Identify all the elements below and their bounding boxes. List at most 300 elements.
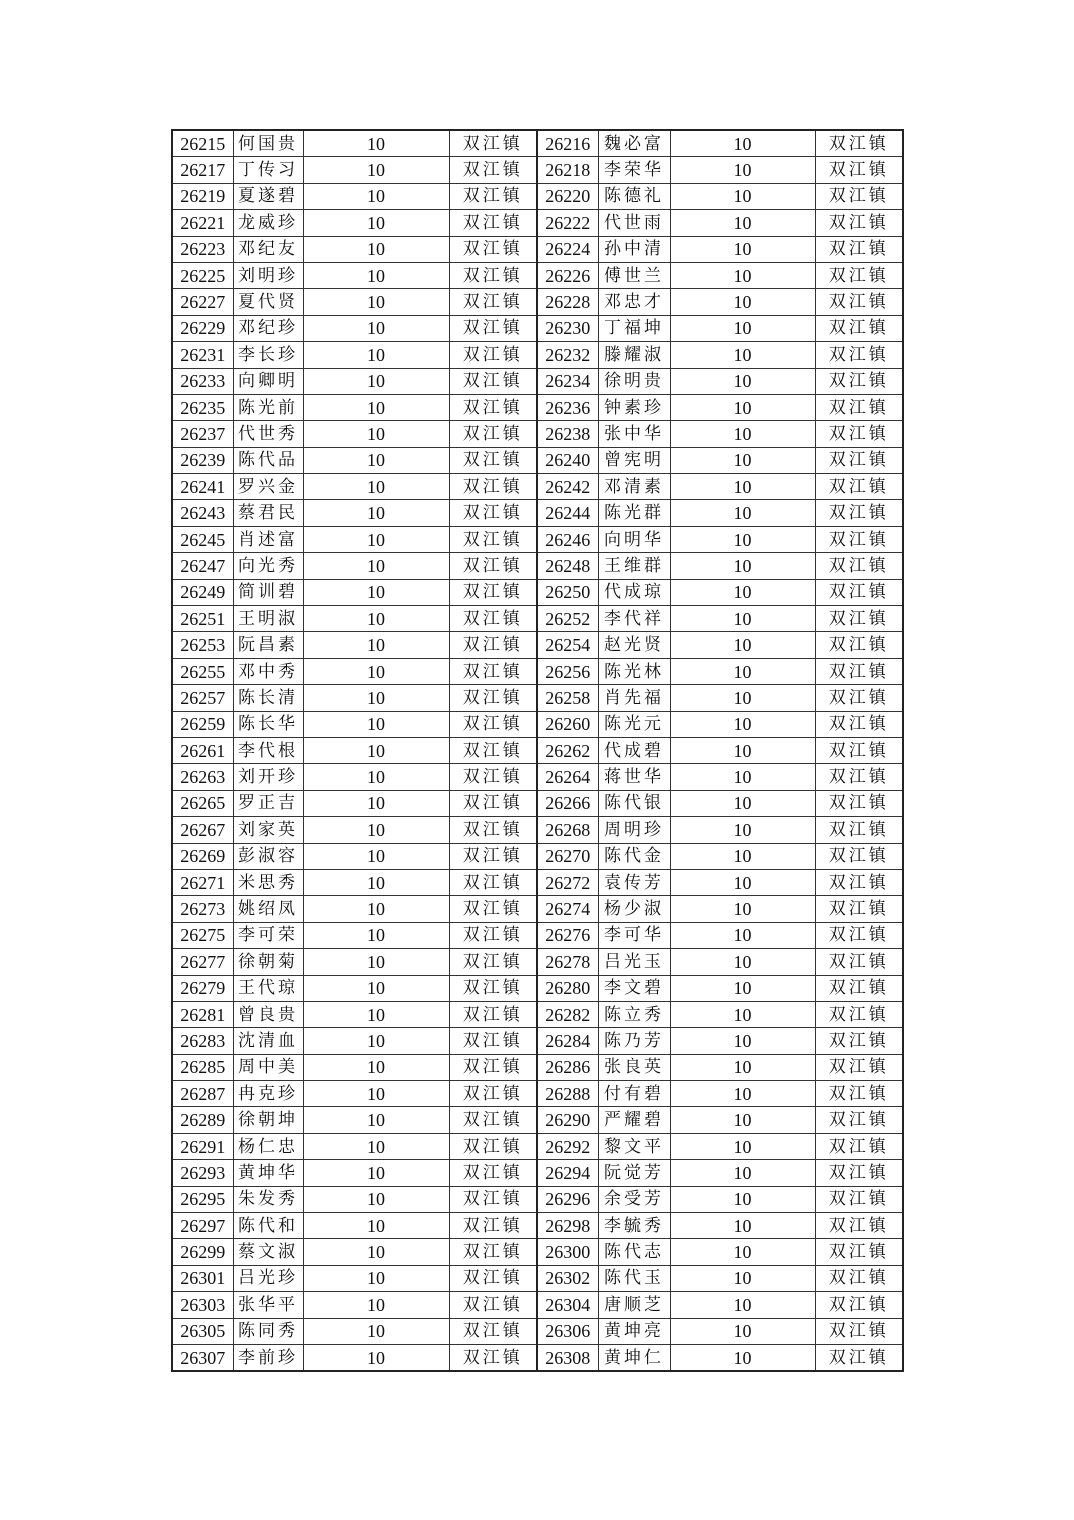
record-number-cell: 26286 [537, 1054, 598, 1080]
amount-cell: 10 [303, 711, 449, 737]
person-name-cell: 陈光元 [598, 711, 670, 737]
amount-cell: 10 [670, 553, 815, 579]
table-row [172, 658, 903, 684]
amount-cell: 10 [303, 183, 449, 209]
person-name-cell: 孙中清 [598, 236, 670, 262]
record-number-cell: 26285 [172, 1054, 233, 1080]
record-number-cell: 26228 [537, 289, 598, 315]
table-row [172, 394, 903, 420]
table-row [172, 843, 903, 869]
amount-cell: 10 [303, 764, 449, 790]
person-name-cell: 肖述富 [233, 526, 303, 552]
person-name-cell: 黄坤亮 [598, 1318, 670, 1344]
amount-cell: 10 [303, 632, 449, 658]
person-name-cell: 李可荣 [233, 922, 303, 948]
record-number-cell: 26239 [172, 447, 233, 473]
town-cell: 双江镇 [815, 1028, 903, 1054]
amount-cell: 10 [670, 1344, 815, 1371]
amount-cell: 10 [670, 658, 815, 684]
record-number-cell: 26281 [172, 1001, 233, 1027]
table-row [172, 1081, 903, 1107]
record-number-cell: 26275 [172, 922, 233, 948]
table-row [172, 474, 903, 500]
town-cell: 双江镇 [449, 130, 537, 157]
record-number-cell: 26215 [172, 130, 233, 157]
town-cell: 双江镇 [815, 843, 903, 869]
town-cell: 双江镇 [815, 183, 903, 209]
person-name-cell: 王维群 [598, 553, 670, 579]
amount-cell: 10 [670, 1213, 815, 1239]
amount-cell: 10 [670, 1292, 815, 1318]
record-number-cell: 26298 [537, 1213, 598, 1239]
town-cell: 双江镇 [815, 157, 903, 183]
roster-table [171, 129, 904, 1372]
town-cell: 双江镇 [815, 1081, 903, 1107]
person-name-cell: 李可华 [598, 922, 670, 948]
record-number-cell: 26248 [537, 553, 598, 579]
record-number-cell: 26306 [537, 1318, 598, 1344]
town-cell: 双江镇 [815, 210, 903, 236]
record-number-cell: 26223 [172, 236, 233, 262]
person-name-cell: 徐朝坤 [233, 1107, 303, 1133]
amount-cell: 10 [303, 421, 449, 447]
record-number-cell: 26244 [537, 500, 598, 526]
amount-cell: 10 [670, 236, 815, 262]
record-number-cell: 26233 [172, 368, 233, 394]
record-number-cell: 26238 [537, 421, 598, 447]
town-cell: 双江镇 [815, 764, 903, 790]
person-name-cell: 陈光群 [598, 500, 670, 526]
person-name-cell: 罗正吉 [233, 790, 303, 816]
amount-cell: 10 [670, 447, 815, 473]
record-number-cell: 26308 [537, 1344, 598, 1371]
town-cell: 双江镇 [449, 632, 537, 658]
amount-cell: 10 [303, 1213, 449, 1239]
record-number-cell: 26218 [537, 157, 598, 183]
town-cell: 双江镇 [815, 236, 903, 262]
amount-cell: 10 [670, 183, 815, 209]
amount-cell: 10 [670, 130, 815, 157]
record-number-cell: 26302 [537, 1265, 598, 1291]
person-name-cell: 杨少淑 [598, 896, 670, 922]
record-number-cell: 26278 [537, 949, 598, 975]
amount-cell: 10 [303, 790, 449, 816]
record-number-cell: 26241 [172, 474, 233, 500]
amount-cell: 10 [303, 817, 449, 843]
amount-cell: 10 [670, 1133, 815, 1159]
town-cell: 双江镇 [815, 474, 903, 500]
amount-cell: 10 [670, 737, 815, 763]
person-name-cell: 陈立秀 [598, 1001, 670, 1027]
town-cell: 双江镇 [449, 394, 537, 420]
record-number-cell: 26296 [537, 1186, 598, 1212]
record-number-cell: 26271 [172, 869, 233, 895]
town-cell: 双江镇 [449, 1133, 537, 1159]
town-cell: 双江镇 [449, 1318, 537, 1344]
amount-cell: 10 [670, 1081, 815, 1107]
amount-cell: 10 [303, 579, 449, 605]
person-name-cell: 陈代玉 [598, 1265, 670, 1291]
town-cell: 双江镇 [449, 526, 537, 552]
record-number-cell: 26251 [172, 606, 233, 632]
person-name-cell: 张华平 [233, 1292, 303, 1318]
person-name-cell: 吕光珍 [233, 1265, 303, 1291]
record-number-cell: 26236 [537, 394, 598, 420]
amount-cell: 10 [670, 711, 815, 737]
person-name-cell: 吕光玉 [598, 949, 670, 975]
person-name-cell: 陈光前 [233, 394, 303, 420]
amount-cell: 10 [303, 1186, 449, 1212]
amount-cell: 10 [303, 1318, 449, 1344]
table-row [172, 1160, 903, 1186]
person-name-cell: 黄坤华 [233, 1160, 303, 1186]
amount-cell: 10 [303, 368, 449, 394]
record-number-cell: 26256 [537, 658, 598, 684]
record-number-cell: 26237 [172, 421, 233, 447]
amount-cell: 10 [303, 526, 449, 552]
person-name-cell: 邓清素 [598, 474, 670, 500]
town-cell: 双江镇 [815, 1265, 903, 1291]
table-row [172, 896, 903, 922]
table-row [172, 949, 903, 975]
person-name-cell: 沈清血 [233, 1028, 303, 1054]
town-cell: 双江镇 [449, 500, 537, 526]
town-cell: 双江镇 [449, 1001, 537, 1027]
record-number-cell: 26246 [537, 526, 598, 552]
table-row [172, 685, 903, 711]
person-name-cell: 袁传芳 [598, 869, 670, 895]
amount-cell: 10 [670, 1160, 815, 1186]
amount-cell: 10 [303, 606, 449, 632]
amount-cell: 10 [670, 896, 815, 922]
table-row [172, 1001, 903, 1027]
amount-cell: 10 [670, 421, 815, 447]
record-number-cell: 26284 [537, 1028, 598, 1054]
town-cell: 双江镇 [449, 658, 537, 684]
record-number-cell: 26262 [537, 737, 598, 763]
table-row [172, 1054, 903, 1080]
person-name-cell: 邓纪珍 [233, 315, 303, 341]
table-row [172, 342, 903, 368]
person-name-cell: 陈长清 [233, 685, 303, 711]
person-name-cell: 刘家英 [233, 817, 303, 843]
table-row [172, 1028, 903, 1054]
record-number-cell: 26235 [172, 394, 233, 420]
table-row [172, 711, 903, 737]
town-cell: 双江镇 [449, 474, 537, 500]
amount-cell: 10 [670, 632, 815, 658]
amount-cell: 10 [303, 289, 449, 315]
table-row [172, 526, 903, 552]
table-row [172, 606, 903, 632]
town-cell: 双江镇 [815, 975, 903, 1001]
record-number-cell: 26265 [172, 790, 233, 816]
record-number-cell: 26254 [537, 632, 598, 658]
person-name-cell: 丁福坤 [598, 315, 670, 341]
person-name-cell: 蔡文淑 [233, 1239, 303, 1265]
town-cell: 双江镇 [449, 553, 537, 579]
amount-cell: 10 [670, 289, 815, 315]
record-number-cell: 26304 [537, 1292, 598, 1318]
person-name-cell: 李代根 [233, 737, 303, 763]
record-number-cell: 26301 [172, 1265, 233, 1291]
person-name-cell: 蔡君民 [233, 500, 303, 526]
town-cell: 双江镇 [815, 421, 903, 447]
record-number-cell: 26261 [172, 737, 233, 763]
table-row [172, 1107, 903, 1133]
person-name-cell: 张中华 [598, 421, 670, 447]
record-number-cell: 26224 [537, 236, 598, 262]
amount-cell: 10 [303, 157, 449, 183]
town-cell: 双江镇 [449, 843, 537, 869]
amount-cell: 10 [670, 579, 815, 605]
amount-cell: 10 [303, 210, 449, 236]
table-row [172, 790, 903, 816]
person-name-cell: 代世雨 [598, 210, 670, 236]
amount-cell: 10 [670, 790, 815, 816]
town-cell: 双江镇 [815, 1292, 903, 1318]
person-name-cell: 王代琼 [233, 975, 303, 1001]
record-number-cell: 26257 [172, 685, 233, 711]
town-cell: 双江镇 [449, 1265, 537, 1291]
record-number-cell: 26260 [537, 711, 598, 737]
record-number-cell: 26297 [172, 1213, 233, 1239]
table-row [172, 1133, 903, 1159]
record-number-cell: 26225 [172, 262, 233, 288]
amount-cell: 10 [670, 1239, 815, 1265]
town-cell: 双江镇 [449, 210, 537, 236]
person-name-cell: 代世秀 [233, 421, 303, 447]
person-name-cell: 李代祥 [598, 606, 670, 632]
amount-cell: 10 [303, 1133, 449, 1159]
record-number-cell: 26292 [537, 1133, 598, 1159]
town-cell: 双江镇 [815, 1239, 903, 1265]
amount-cell: 10 [670, 342, 815, 368]
amount-cell: 10 [670, 210, 815, 236]
amount-cell: 10 [670, 843, 815, 869]
person-name-cell: 陈代品 [233, 447, 303, 473]
record-number-cell: 26240 [537, 447, 598, 473]
person-name-cell: 龙威珍 [233, 210, 303, 236]
town-cell: 双江镇 [815, 1213, 903, 1239]
town-cell: 双江镇 [815, 1001, 903, 1027]
person-name-cell: 余受芳 [598, 1186, 670, 1212]
town-cell: 双江镇 [815, 262, 903, 288]
person-name-cell: 黄坤仁 [598, 1344, 670, 1371]
person-name-cell: 李前珍 [233, 1344, 303, 1371]
amount-cell: 10 [303, 500, 449, 526]
town-cell: 双江镇 [449, 606, 537, 632]
record-number-cell: 26303 [172, 1292, 233, 1318]
town-cell: 双江镇 [815, 447, 903, 473]
town-cell: 双江镇 [449, 368, 537, 394]
table-row [172, 1186, 903, 1212]
person-name-cell: 徐朝菊 [233, 949, 303, 975]
amount-cell: 10 [670, 1186, 815, 1212]
person-name-cell: 简训碧 [233, 579, 303, 605]
record-number-cell: 26268 [537, 817, 598, 843]
town-cell: 双江镇 [815, 342, 903, 368]
town-cell: 双江镇 [449, 1239, 537, 1265]
table-row [172, 1239, 903, 1265]
record-number-cell: 26234 [537, 368, 598, 394]
person-name-cell: 陈光林 [598, 658, 670, 684]
amount-cell: 10 [670, 922, 815, 948]
record-number-cell: 26242 [537, 474, 598, 500]
table-row [172, 315, 903, 341]
person-name-cell: 向明华 [598, 526, 670, 552]
town-cell: 双江镇 [815, 896, 903, 922]
town-cell: 双江镇 [449, 1028, 537, 1054]
amount-cell: 10 [303, 1239, 449, 1265]
amount-cell: 10 [670, 949, 815, 975]
amount-cell: 10 [303, 1265, 449, 1291]
amount-cell: 10 [303, 447, 449, 473]
amount-cell: 10 [303, 1054, 449, 1080]
amount-cell: 10 [303, 869, 449, 895]
town-cell: 双江镇 [449, 342, 537, 368]
amount-cell: 10 [670, 1028, 815, 1054]
town-cell: 双江镇 [815, 1344, 903, 1371]
record-number-cell: 26277 [172, 949, 233, 975]
town-cell: 双江镇 [815, 1160, 903, 1186]
amount-cell: 10 [303, 1081, 449, 1107]
amount-cell: 10 [670, 368, 815, 394]
record-number-cell: 26273 [172, 896, 233, 922]
town-cell: 双江镇 [449, 315, 537, 341]
person-name-cell: 陈代银 [598, 790, 670, 816]
record-number-cell: 26220 [537, 183, 598, 209]
town-cell: 双江镇 [815, 1186, 903, 1212]
town-cell: 双江镇 [449, 949, 537, 975]
person-name-cell: 代成琼 [598, 579, 670, 605]
amount-cell: 10 [670, 474, 815, 500]
record-number-cell: 26280 [537, 975, 598, 1001]
amount-cell: 10 [670, 500, 815, 526]
person-name-cell: 丁传习 [233, 157, 303, 183]
town-cell: 双江镇 [815, 658, 903, 684]
town-cell: 双江镇 [815, 553, 903, 579]
amount-cell: 10 [303, 1160, 449, 1186]
amount-cell: 10 [303, 1028, 449, 1054]
amount-cell: 10 [303, 1344, 449, 1371]
table-row [172, 130, 903, 157]
roster-table-body [172, 130, 903, 1371]
record-number-cell: 26269 [172, 843, 233, 869]
record-number-cell: 26250 [537, 579, 598, 605]
person-name-cell: 杨仁忠 [233, 1133, 303, 1159]
record-number-cell: 26267 [172, 817, 233, 843]
town-cell: 双江镇 [815, 922, 903, 948]
table-row [172, 817, 903, 843]
town-cell: 双江镇 [815, 315, 903, 341]
record-number-cell: 26272 [537, 869, 598, 895]
person-name-cell: 王明淑 [233, 606, 303, 632]
table-row [172, 500, 903, 526]
town-cell: 双江镇 [815, 289, 903, 315]
town-cell: 双江镇 [449, 685, 537, 711]
table-row [172, 262, 903, 288]
person-name-cell: 何国贵 [233, 130, 303, 157]
person-name-cell: 罗兴金 [233, 474, 303, 500]
table-row [172, 183, 903, 209]
person-name-cell: 李毓秀 [598, 1213, 670, 1239]
amount-cell: 10 [303, 1001, 449, 1027]
town-cell: 双江镇 [449, 1292, 537, 1318]
amount-cell: 10 [303, 474, 449, 500]
town-cell: 双江镇 [449, 896, 537, 922]
person-name-cell: 张良英 [598, 1054, 670, 1080]
record-number-cell: 26282 [537, 1001, 598, 1027]
record-number-cell: 26232 [537, 342, 598, 368]
amount-cell: 10 [670, 157, 815, 183]
person-name-cell: 陈德礼 [598, 183, 670, 209]
amount-cell: 10 [670, 526, 815, 552]
town-cell: 双江镇 [449, 579, 537, 605]
record-number-cell: 26289 [172, 1107, 233, 1133]
town-cell: 双江镇 [815, 790, 903, 816]
person-name-cell: 钟素珍 [598, 394, 670, 420]
person-name-cell: 黎文平 [598, 1133, 670, 1159]
town-cell: 双江镇 [815, 500, 903, 526]
town-cell: 双江镇 [449, 1344, 537, 1371]
town-cell: 双江镇 [449, 289, 537, 315]
amount-cell: 10 [303, 896, 449, 922]
record-number-cell: 26263 [172, 764, 233, 790]
person-name-cell: 邓纪友 [233, 236, 303, 262]
record-number-cell: 26287 [172, 1081, 233, 1107]
record-number-cell: 26283 [172, 1028, 233, 1054]
person-name-cell: 严耀碧 [598, 1107, 670, 1133]
record-number-cell: 26253 [172, 632, 233, 658]
amount-cell: 10 [303, 1107, 449, 1133]
person-name-cell: 姚绍凤 [233, 896, 303, 922]
amount-cell: 10 [303, 658, 449, 684]
person-name-cell: 向卿明 [233, 368, 303, 394]
amount-cell: 10 [670, 1001, 815, 1027]
record-number-cell: 26305 [172, 1318, 233, 1344]
amount-cell: 10 [303, 1292, 449, 1318]
table-row [172, 236, 903, 262]
record-number-cell: 26276 [537, 922, 598, 948]
town-cell: 双江镇 [449, 262, 537, 288]
record-number-cell: 26291 [172, 1133, 233, 1159]
town-cell: 双江镇 [815, 737, 903, 763]
amount-cell: 10 [303, 342, 449, 368]
amount-cell: 10 [670, 394, 815, 420]
person-name-cell: 付有碧 [598, 1081, 670, 1107]
table-row [172, 368, 903, 394]
record-number-cell: 26266 [537, 790, 598, 816]
amount-cell: 10 [670, 685, 815, 711]
record-number-cell: 26231 [172, 342, 233, 368]
town-cell: 双江镇 [449, 1213, 537, 1239]
person-name-cell: 陈代志 [598, 1239, 670, 1265]
town-cell: 双江镇 [449, 1081, 537, 1107]
town-cell: 双江镇 [815, 869, 903, 895]
town-cell: 双江镇 [449, 975, 537, 1001]
table-row [172, 922, 903, 948]
person-name-cell: 蒋世华 [598, 764, 670, 790]
record-number-cell: 26216 [537, 130, 598, 157]
person-name-cell: 赵光贤 [598, 632, 670, 658]
table-row [172, 157, 903, 183]
amount-cell: 10 [303, 130, 449, 157]
town-cell: 双江镇 [449, 1186, 537, 1212]
table-row [172, 737, 903, 763]
amount-cell: 10 [670, 817, 815, 843]
amount-cell: 10 [303, 262, 449, 288]
